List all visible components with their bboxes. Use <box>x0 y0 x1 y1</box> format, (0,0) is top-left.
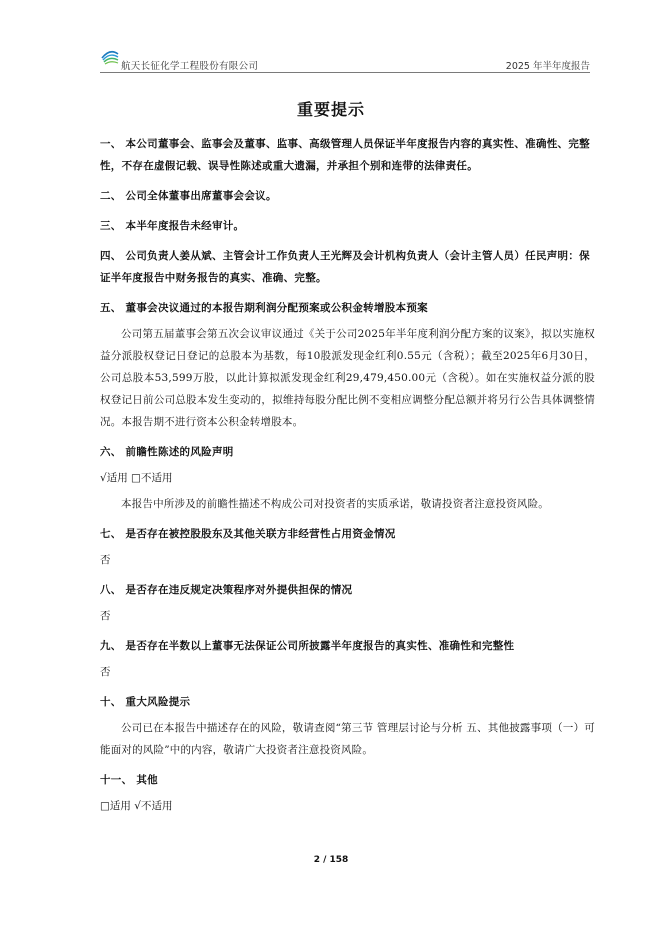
item-7-heading: 七、 是否存在被控股股东及其他关联方非经营性占用资金情况 <box>100 528 396 540</box>
item-11-heading: 十一、 其他 <box>100 774 158 786</box>
page-header <box>100 44 590 73</box>
company-name: 航天长征化学工程股份有限公司 <box>121 61 259 72</box>
page-title: 重要提示 <box>296 100 365 119</box>
page-number: 2 / 158 <box>313 855 349 865</box>
item-2: 二、 公司全体董事出席董事会会议。 <box>100 190 277 202</box>
item-11-choice: □适用 √不适用 <box>100 800 173 812</box>
report-name: 2025 年半年度报告 <box>505 61 590 72</box>
item-6-choice: √适用 □不适用 <box>100 472 173 484</box>
item-4: 四、 公司负责人姜从斌、主管会计工作负责人王光辉及会计机构负责人（会计主管人员）任民声明：保证半年度报告中财务报告的真实、准确、完整。 <box>100 250 590 284</box>
item-5-heading: 五、 董事会决议通过的本报告期利润分配预案或公积金转增股本预案 <box>100 302 428 314</box>
item-8-answer: 否 <box>100 610 111 622</box>
item-3: 三、 本半年度报告未经审计。 <box>100 220 245 232</box>
item-6-heading: 六、 前瞻性陈述的风险声明 <box>100 446 234 458</box>
item-10-body: 公司已在本报告中描述存在的风险，敬请查阅“第三节 管理层讨论与分析 五、其他披露事项（一）可能面对的风险”中的内容，敬请广大投资者注意投资风险。 <box>100 722 595 756</box>
item-9-heading: 九、 是否存在半数以上董事无法保证公司所披露半年度报告的真实性、准确性和完整性 <box>100 640 515 652</box>
item-5-body: 公司第五届董事会第五次会议审议通过《关于公司2025年半年度利润分配方案的议案》，拟以实施权益分派股权登记日登记的总股本为基数，每10股派发现金红利0.55元（含税）；截至2025年6月30日，公司总股本53,599万股，以此计算拟派发现金红利29,479,450.00元（含税）。如在实施权益分派的股权登记日前公司总股本发生变动的，拟维持每股分配比例不变相应调整分配总额并将另行公告具体调整情况。本报告期不进行资本公积金转增股本。 <box>100 328 595 428</box>
company-logo-icon <box>100 46 120 66</box>
item-7-answer: 否 <box>100 554 111 566</box>
item-8-heading: 八、 是否存在违反规定决策程序对外提供担保的情况 <box>100 584 353 596</box>
item-1: 一、 本公司董事会、监事会及董事、监事、高级管理人员保证半年度报告内容的真实性、准确性、完整性，不存在虚假记载、误导性陈述或重大遗漏，并承担个别和连带的法律责任。 <box>100 138 590 172</box>
item-6-body: 本报告中所涉及的前瞻性描述不构成公司对投资者的实质承诺，敬请投资者注意投资风险。 <box>121 498 549 510</box>
main-content <box>100 133 595 817</box>
item-9-answer: 否 <box>100 666 111 678</box>
item-10-heading: 十、 重大风险提示 <box>100 696 191 708</box>
